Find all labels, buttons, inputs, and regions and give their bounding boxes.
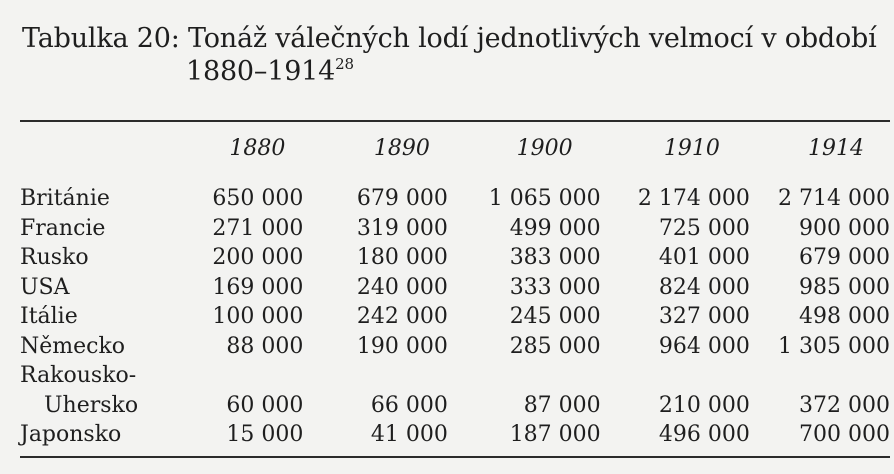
tonnage-cell: 1 065 000 [488,186,601,211]
warship-tonnage-table [20,134,890,450]
tonnage-cell: 15 000 [226,422,304,447]
table-top-rule [20,120,890,122]
tonnage-cell: 41 000 [370,422,448,447]
tonnage-cell: 964 000 [658,333,750,359]
tonnage-cell: 725 000 [658,215,750,241]
tonnage-cell [448,361,601,391]
tonnage-cell: 1 305 000 [778,333,890,359]
country-cell: Japonsko [20,422,122,447]
tonnage-cell: 100 000 [212,304,304,329]
country-cell: USA [20,274,70,300]
country-cell: Rakousko- [20,363,137,388]
year-header: 1910 [663,136,720,161]
country-cell: Rusko [20,245,89,270]
tonnage-cell: 240 000 [356,274,448,300]
tonnage-cell: 401 000 [658,245,750,270]
tonnage-cell: 66 000 [370,392,448,418]
tonnage-cell: 245 000 [509,304,601,329]
tonnage-cell: 319 000 [356,215,448,241]
tonnage-cell: 327 000 [658,304,750,329]
footnote-marker: 28 [335,55,354,73]
tonnage-cell: 200 000 [212,245,304,270]
tonnage-cell: 372 000 [799,392,890,418]
tonnage-cell: 824 000 [658,274,750,300]
tonnage-cell [750,361,890,391]
tonnage-cell: 650 000 [212,186,304,211]
country-cell: Německo [20,333,126,359]
tonnage-cell: 169 000 [212,274,304,300]
table-row [20,420,890,450]
table-caption [22,22,882,88]
caption-period: 1880–1914 [186,56,336,87]
tonnage-cell: 180 000 [356,245,448,270]
year-header: 1880 [229,136,286,161]
table-row [20,361,890,391]
tonnage-cell: 2 714 000 [778,186,890,211]
tonnage-cell: 499 000 [509,215,601,241]
tonnage-cell [189,361,304,391]
caption-line-1: Tabulka 20: Tonáž válečných lodí jednotlivých velmocí v období [22,23,877,54]
tonnage-cell: 700 000 [799,422,890,447]
table-row [20,391,890,421]
tonnage-cell: 985 000 [799,274,890,300]
tonnage-cell: 210 000 [658,392,750,418]
tonnage-cell: 190 000 [356,333,448,359]
country-cell: Británie [20,186,110,211]
tonnage-cell: 88 000 [226,333,304,359]
tonnage-cell [303,361,448,391]
table-row [20,332,890,362]
tonnage-cell: 679 000 [799,245,890,270]
tonnage-cell: 333 000 [509,274,601,300]
year-header-row [20,134,890,184]
tonnage-cell [601,361,750,391]
tonnage-cell: 60 000 [226,392,304,418]
table-row [20,243,890,273]
tonnage-cell: 679 000 [356,186,448,211]
table-body [20,184,890,450]
header-blank [20,134,189,184]
tonnage-cell: 383 000 [509,245,601,270]
tonnage-cell: 271 000 [212,215,304,241]
tonnage-cell: 498 000 [799,304,890,329]
table-row [20,184,890,214]
tonnage-cell: 285 000 [509,333,601,359]
tonnage-cell: 242 000 [356,304,448,329]
year-header: 1914 [808,136,864,161]
country-cell: Francie [20,215,106,241]
tonnage-cell: 900 000 [799,215,890,241]
tonnage-cell: 2 174 000 [637,186,750,211]
table-row [20,302,890,332]
caption-line-2 [22,55,882,88]
tonnage-cell: 496 000 [658,422,750,447]
table-row [20,273,890,303]
country-cell: Uhersko [44,392,139,418]
tonnage-cell: 187 000 [509,422,601,447]
table-bottom-rule [20,456,890,458]
table-row [20,214,890,244]
year-header: 1890 [373,136,430,161]
country-cell: Itálie [20,304,78,329]
year-header: 1900 [516,136,573,161]
tonnage-cell: 87 000 [523,392,601,418]
